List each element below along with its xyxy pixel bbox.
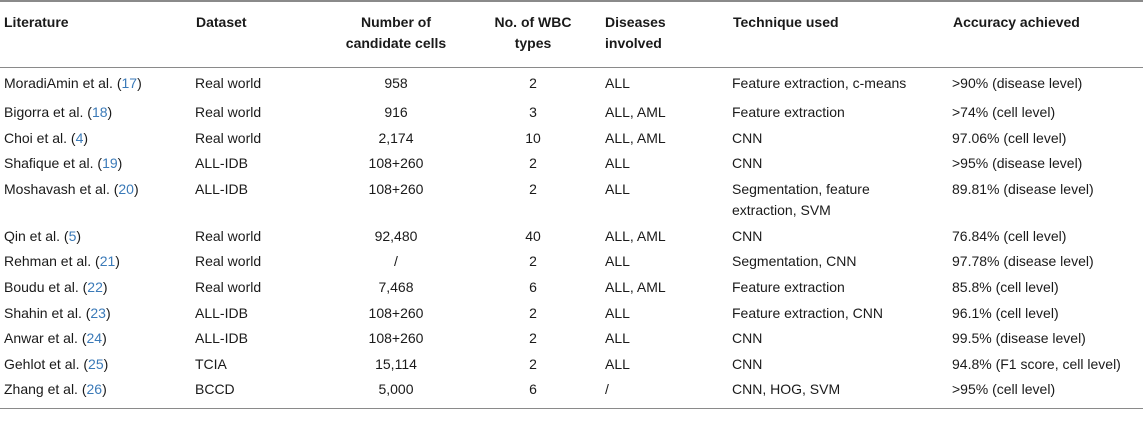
- cell-number-of-cells: 15,114: [375, 355, 417, 372]
- cell-diseases: ALL: [605, 74, 630, 91]
- cell-accuracy: 89.81% (disease level): [952, 180, 1094, 197]
- cell-number-of-cells: /: [394, 253, 398, 270]
- cell-number-of-cells: 92,480: [374, 227, 418, 244]
- cell-technique: Feature extraction: [732, 278, 845, 295]
- cell-number-of-cells: 916: [384, 104, 408, 120]
- cell-technique: CNN: [732, 330, 763, 347]
- cell-literature: MoradiAmin et al. (17): [4, 74, 142, 91]
- table-row: [0, 350, 1143, 376]
- cell-wbc-types: 3: [529, 104, 537, 120]
- cell-literature: Qin et al. (5): [4, 227, 82, 244]
- cell-diseases: ALL: [605, 355, 630, 372]
- cell-wbc-types: 10: [525, 129, 541, 146]
- cell-dataset: ALL-IDB: [195, 304, 248, 321]
- cell-dataset: ALL-IDB: [195, 155, 248, 172]
- cell-technique: CNN: [732, 129, 763, 146]
- cell-technique: Feature extraction, c-means: [732, 74, 907, 91]
- cell-wbc-types: 2: [529, 330, 537, 347]
- cell-literature: Shafique et al. (19): [4, 155, 123, 172]
- cell-number-of-cells: 958: [384, 74, 408, 91]
- table-body: [0, 67, 1143, 409]
- cell-diseases: ALL, AML: [605, 129, 666, 146]
- table-row: [0, 375, 1143, 409]
- cell-technique: CNN: [732, 227, 763, 244]
- header-row: [0, 1, 1143, 67]
- cell-technique: Feature extraction, CNN: [732, 304, 883, 321]
- citation-link[interactable]: 26: [86, 381, 103, 398]
- citation-link[interactable]: 20: [118, 180, 134, 197]
- cell-dataset: BCCD: [195, 381, 235, 398]
- citation-link[interactable]: 17: [121, 74, 138, 91]
- cell-literature: Choi et al. (4): [4, 129, 89, 146]
- cell-wbc-types: 2: [529, 180, 537, 197]
- header-technique: Technique used: [732, 1, 952, 67]
- cell-wbc-types: 2: [529, 304, 537, 321]
- cell-diseases: ALL: [605, 155, 630, 172]
- cell-accuracy: 97.06% (cell level): [952, 129, 1067, 146]
- cell-dataset: Real world: [195, 74, 262, 91]
- cell-accuracy: 97.78% (disease level): [952, 253, 1094, 270]
- citation-link[interactable]: 23: [90, 304, 106, 321]
- cell-dataset: Real world: [195, 227, 262, 244]
- cell-literature: Anwar et al. (24): [4, 330, 107, 347]
- citation-link[interactable]: 19: [102, 155, 118, 172]
- table-row: [0, 149, 1143, 175]
- citation-link[interactable]: 5: [68, 227, 77, 244]
- table-row: [0, 324, 1143, 350]
- header-diseases: Diseases involved: [599, 1, 732, 67]
- cell-diseases: ALL, AML: [605, 278, 666, 295]
- citation-link[interactable]: 21: [99, 253, 116, 270]
- cell-diseases: ALL: [605, 253, 630, 270]
- cell-literature: Boudu et al. (22): [4, 278, 108, 295]
- cell-wbc-types: 2: [529, 74, 537, 91]
- cell-dataset: ALL-IDB: [195, 180, 248, 197]
- header-number-of-cells: Number of candidate cells: [325, 1, 467, 67]
- cell-wbc-types: 6: [529, 381, 537, 398]
- cell-number-of-cells: 108+260: [368, 304, 424, 321]
- cell-accuracy: >74% (cell level): [952, 104, 1056, 120]
- table-row: [0, 299, 1143, 325]
- citation-link[interactable]: 22: [87, 278, 103, 295]
- table-row: [0, 273, 1143, 299]
- cell-technique: CNN: [732, 355, 763, 372]
- cell-technique: Segmentation, feature extraction, SVM: [732, 180, 870, 218]
- header-accuracy: Accuracy achieved: [952, 1, 1143, 67]
- cell-literature: Shahin et al. (23): [4, 304, 111, 321]
- cell-accuracy: 85.8% (cell level): [952, 278, 1059, 295]
- table-row: [0, 124, 1143, 150]
- cell-accuracy: 94.8% (F1 score, cell level): [952, 355, 1121, 372]
- cell-literature: Moshavash et al. (20): [4, 180, 139, 197]
- cell-accuracy: >90% (disease level): [952, 74, 1083, 91]
- cell-dataset: Real world: [195, 278, 262, 295]
- cell-technique: Feature extraction: [732, 104, 845, 120]
- cell-dataset: TCIA: [195, 355, 227, 372]
- cell-diseases: ALL: [605, 304, 630, 321]
- cell-accuracy: 76.84% (cell level): [952, 227, 1067, 244]
- citation-link[interactable]: 4: [75, 129, 84, 146]
- table-row: [0, 247, 1143, 273]
- citation-link[interactable]: 25: [88, 355, 104, 372]
- cell-accuracy: >95% (cell level): [952, 381, 1056, 398]
- table-row: [0, 222, 1143, 248]
- citation-link[interactable]: 24: [86, 330, 103, 347]
- cell-dataset: Real world: [195, 129, 262, 146]
- table-header: [0, 1, 1143, 67]
- cell-technique: CNN, HOG, SVM: [732, 381, 841, 398]
- cell-diseases: /: [605, 381, 609, 398]
- table-row: [0, 67, 1143, 98]
- cell-literature: Gehlot et al. (25): [4, 355, 109, 372]
- table-row: [0, 98, 1143, 124]
- cell-diseases: ALL: [605, 330, 630, 347]
- cell-wbc-types: 2: [529, 155, 537, 172]
- cell-wbc-types: 2: [529, 355, 537, 372]
- cell-diseases: ALL, AML: [605, 227, 666, 244]
- cell-diseases: ALL: [605, 180, 630, 197]
- cell-diseases: ALL, AML: [605, 104, 666, 120]
- cell-dataset: ALL-IDB: [195, 330, 248, 347]
- cell-wbc-types: 40: [525, 227, 541, 244]
- cell-accuracy: >95% (disease level): [952, 155, 1083, 172]
- cell-number-of-cells: 7,468: [378, 278, 414, 295]
- cell-accuracy: 96.1% (cell level): [952, 304, 1059, 321]
- cell-wbc-types: 6: [529, 278, 537, 295]
- table-row: [0, 175, 1143, 222]
- cell-dataset: Real world: [195, 104, 262, 120]
- header-dataset: Dataset: [195, 1, 325, 67]
- cell-number-of-cells: 2,174: [378, 129, 414, 146]
- cell-literature: Rehman et al. (21): [4, 253, 120, 270]
- header-literature: Literature: [0, 1, 195, 67]
- cell-number-of-cells: 108+260: [368, 330, 424, 347]
- cell-number-of-cells: 108+260: [368, 180, 424, 197]
- cell-technique: CNN: [732, 155, 763, 172]
- cell-literature: Bigorra et al. (18): [4, 104, 113, 120]
- cell-dataset: Real world: [195, 253, 262, 270]
- cell-wbc-types: 2: [529, 253, 537, 270]
- citation-link[interactable]: 18: [91, 104, 108, 120]
- header-wbc-types: No. of WBC types: [467, 1, 599, 67]
- cell-accuracy: 99.5% (disease level): [952, 330, 1086, 347]
- cell-number-of-cells: 108+260: [368, 155, 424, 172]
- cell-technique: Segmentation, CNN: [732, 253, 857, 270]
- cell-number-of-cells: 5,000: [378, 381, 414, 398]
- cell-literature: Zhang et al. (26): [4, 381, 107, 398]
